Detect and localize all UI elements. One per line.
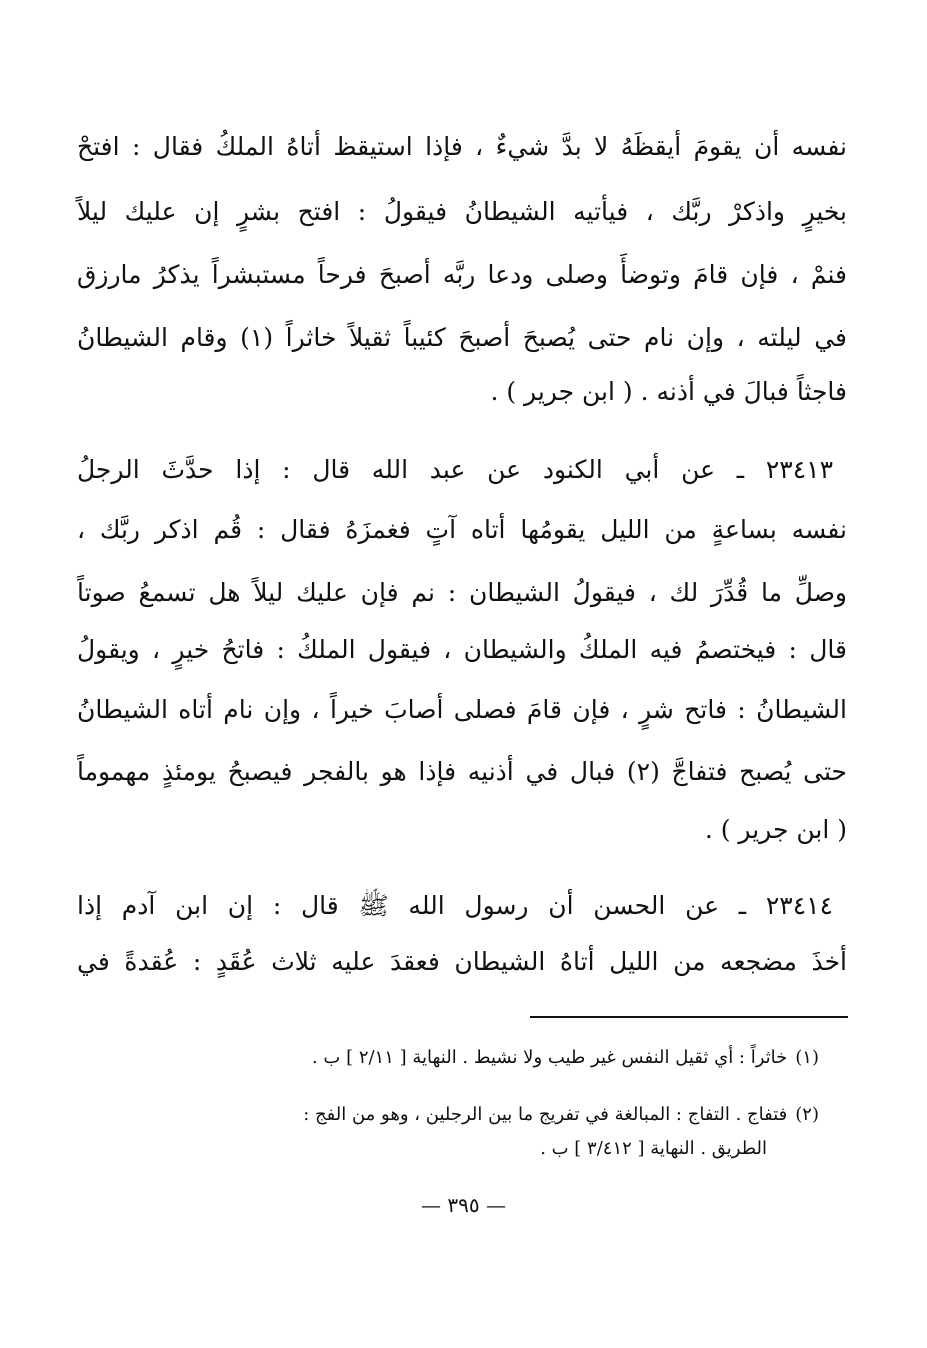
page-number: — ٣٩٥ — [421,1193,506,1217]
footnote-text: فتفاج . التفاج : المبالغة في تفريج ما بين الرجلين ، وهو من الفج : [303,1104,788,1125]
body-text-line: أخذَ مضجعه من الليل أتاهُ الشيطان فعقدَ عليه ثلاث عُقَدٍ : عُقدةً في [77,947,847,976]
footnote-2 [79,1100,819,1130]
footnote-separator [530,1016,848,1018]
body-text-line: نفسه أن يقومَ أيقظَهُ لا بدَّ شيءٌ ، فإذا استيقظ أتاهُ الملكُ فقال : افتحْ [77,132,847,161]
body-text-line: فنمْ ، فإن قامَ وتوضأَ وصلى ودعا ربَّه أصبحَ فرحاً مستبشراً يذكرُ مارزق [77,260,847,289]
body-text-line: حتى يُصبح فتفاجَّ (٢) فبال في أذنيه فإذا هو بالفجر فيصبحُ يومئذٍ مهموماً [77,757,847,786]
footnote-marker: (٢) [795,1104,819,1125]
body-text-line: بخيرٍ واذكرْ ربَّك ، فيأتيه الشيطانُ فيقولُ : افتح بشرٍ إن عليك ليلاً [77,197,847,226]
footnote-marker: (١) [795,1047,819,1068]
footnote-text: خاثراً : أي ثقيل النفس غير طيب ولا نشيط . النهاية [ ٢/١١ ] ب . [311,1047,788,1068]
body-text-line: فاجثاً فبالَ في أذنه . ( ابن جرير ) . [490,377,847,406]
body-text-line: الشيطانُ : فاتح شرٍ ، فإن قامَ فصلى أصابَ خيراً ، وإن نام أتاه الشيطانُ [77,695,847,724]
body-text-line: في ليلته ، وإن نام حتى يُصبحَ أصبحَ كئيباً ثقيلاً خاثراً (١) وقام الشيطانُ [77,323,847,352]
hadith-heading-line: ٢٣٤١٣ ـ عن أبي الكنود عن عبد الله قال : إذا حدَّثَ الرجلُ [77,455,833,484]
body-text-line: وصلِّ ما قُدِّرَ لك ، فيقولُ الشيطان : نم فإن عليك ليلاً هل تسمعُ صوتاً [77,578,847,607]
body-text-line: نفسه بساعةٍ من الليل يقومُها أتاه آتٍ فغمزَهُ فقال : قُم اذكر ربَّك ، [77,515,847,544]
footnote-1 [79,1043,819,1073]
footnote-2-continuation: الطريق . النهاية [ ٣/٤١٢ ] ب . [540,1138,767,1159]
body-text-line: ( ابن جرير ) . [704,815,847,844]
body-text-line: قال : فيختصمُ فيه الملكُ والشيطان ، فيقول الملكُ : فاتحُ خيرٍ ، ويقولُ [77,635,847,664]
hadith-heading-line: ٢٣٤١٤ ـ عن الحسن أن رسول الله ﷺ قال : إن ابن آدم إذا [77,891,833,920]
